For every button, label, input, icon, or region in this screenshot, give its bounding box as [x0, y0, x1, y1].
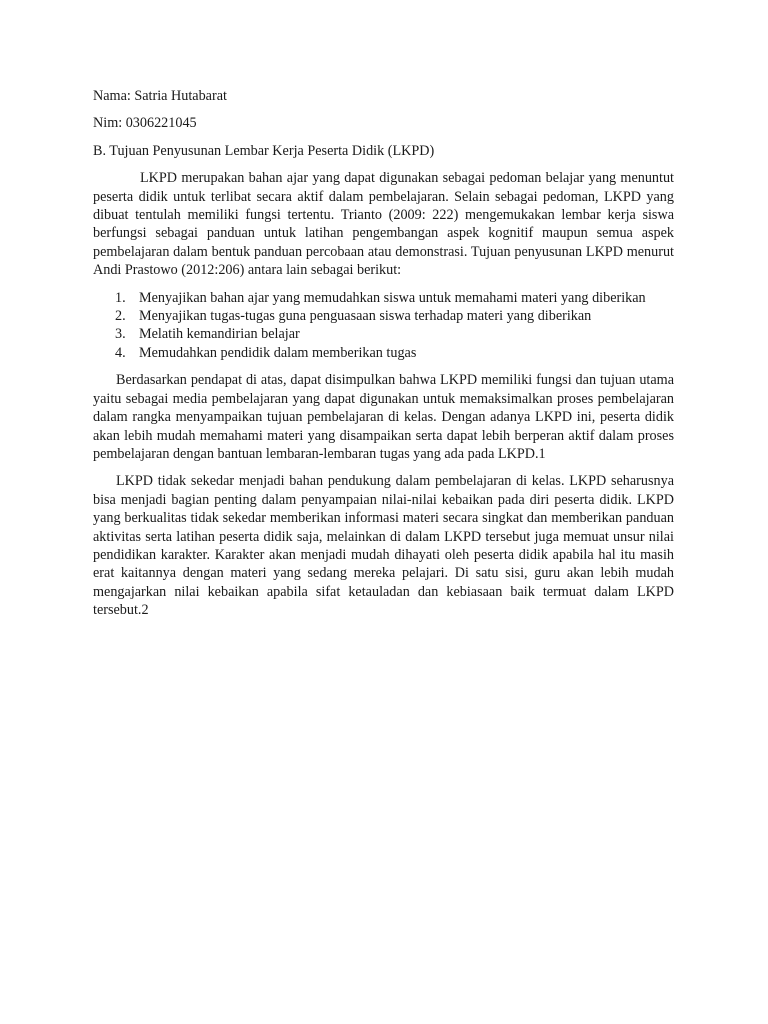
- section-title: B. Tujuan Penyusunan Lembar Kerja Peserta Didik (LKPD): [93, 142, 435, 159]
- student-nim: Nim: 0306221045: [93, 115, 197, 132]
- list-number: 1.: [115, 289, 126, 306]
- list-number: 2.: [115, 308, 126, 325]
- student-name: Nama: Satria Hutabarat: [93, 88, 227, 104]
- list-number: 3.: [115, 326, 126, 343]
- document-page: [93, 87, 674, 629]
- list-text: Menyajikan bahan ajar yang memudahkan siswa untuk memahami materi yang diberikan: [139, 289, 646, 306]
- list-item: [115, 325, 674, 343]
- list-text: Melatih kemandirian belajar: [139, 326, 300, 343]
- list-text: Menyajikan tugas-tugas guna penguasaan siswa terhadap materi yang diberikan: [139, 308, 592, 325]
- paragraph-conclusion: Berdasarkan pendapat di atas, dapat disimpulkan bahwa LKPD memiliki fungsi dan tujuan utama yaitu sebagai media pembelajaran yang dapat digunakan untuk memaksimalkan proses pembelajaran dalam rangka menyampaikan tujuan pembelajaran di kelas. Dengan adanya LKPD ini, peserta didik akan lebih mudah memahami materi yang disampaikan serta dapat lebih berperan aktif dalam proses pembelajaran dengan bantuan lembaran-lembaran tugas yang ada pada LKPD.1: [93, 372, 674, 462]
- list-item: [115, 307, 674, 325]
- list-item: [115, 289, 674, 307]
- paragraph-character: LKPD tidak sekedar menjadi bahan pendukung dalam pembelajaran di kelas. LKPD seharusnya bisa menjadi bagian penting dalam penyampaian nilai-nilai kebaikan pada diri peserta didik. LKPD yang berkualitas tidak sekedar memberikan informasi materi secara singkat dan memberikan panduan aktivitas serta latihan peserta didik saja, melainkan di dalam LKPD tersebut juga memuat unsur nilai pendidikan karakter. Karakter akan menjadi mudah dihayati oleh peserta didik apabila hal itu masih erat kaitannya dengan materi yang sedang mereka pelajari. Di satu sisi, guru akan lebih mudah mengajarkan nilai kebaikan apabila sifat ketauladan dan kebiasaan baik termuat dalam LKPD tersebut.2: [93, 473, 674, 619]
- list-item: [115, 344, 674, 362]
- list-number: 4.: [115, 344, 126, 361]
- list-text: Memudahkan pendidik dalam memberikan tugas: [139, 344, 417, 361]
- paragraph-intro: LKPD merupakan bahan ajar yang dapat digunakan sebagai pedoman belajar yang menuntut peserta didik untuk terlibat secara aktif dalam pembelajaran. Selain sebagai pedoman, LKPD yang dibuat tentulah memiliki fungsi tertentu. Trianto (2009: 222) mengemukakan lembar kerja siswa berfungsi sebagai panduan untuk latihan pengembangan aspek kognitif maupun semua aspek pembelajaran dalam bentuk panduan percobaan atau demonstrasi. Tujuan penyusunan LKPD menurut Andi Prastowo (2012:206) antara lain sebagai berikut:: [93, 170, 674, 279]
- objectives-list: [93, 289, 674, 363]
